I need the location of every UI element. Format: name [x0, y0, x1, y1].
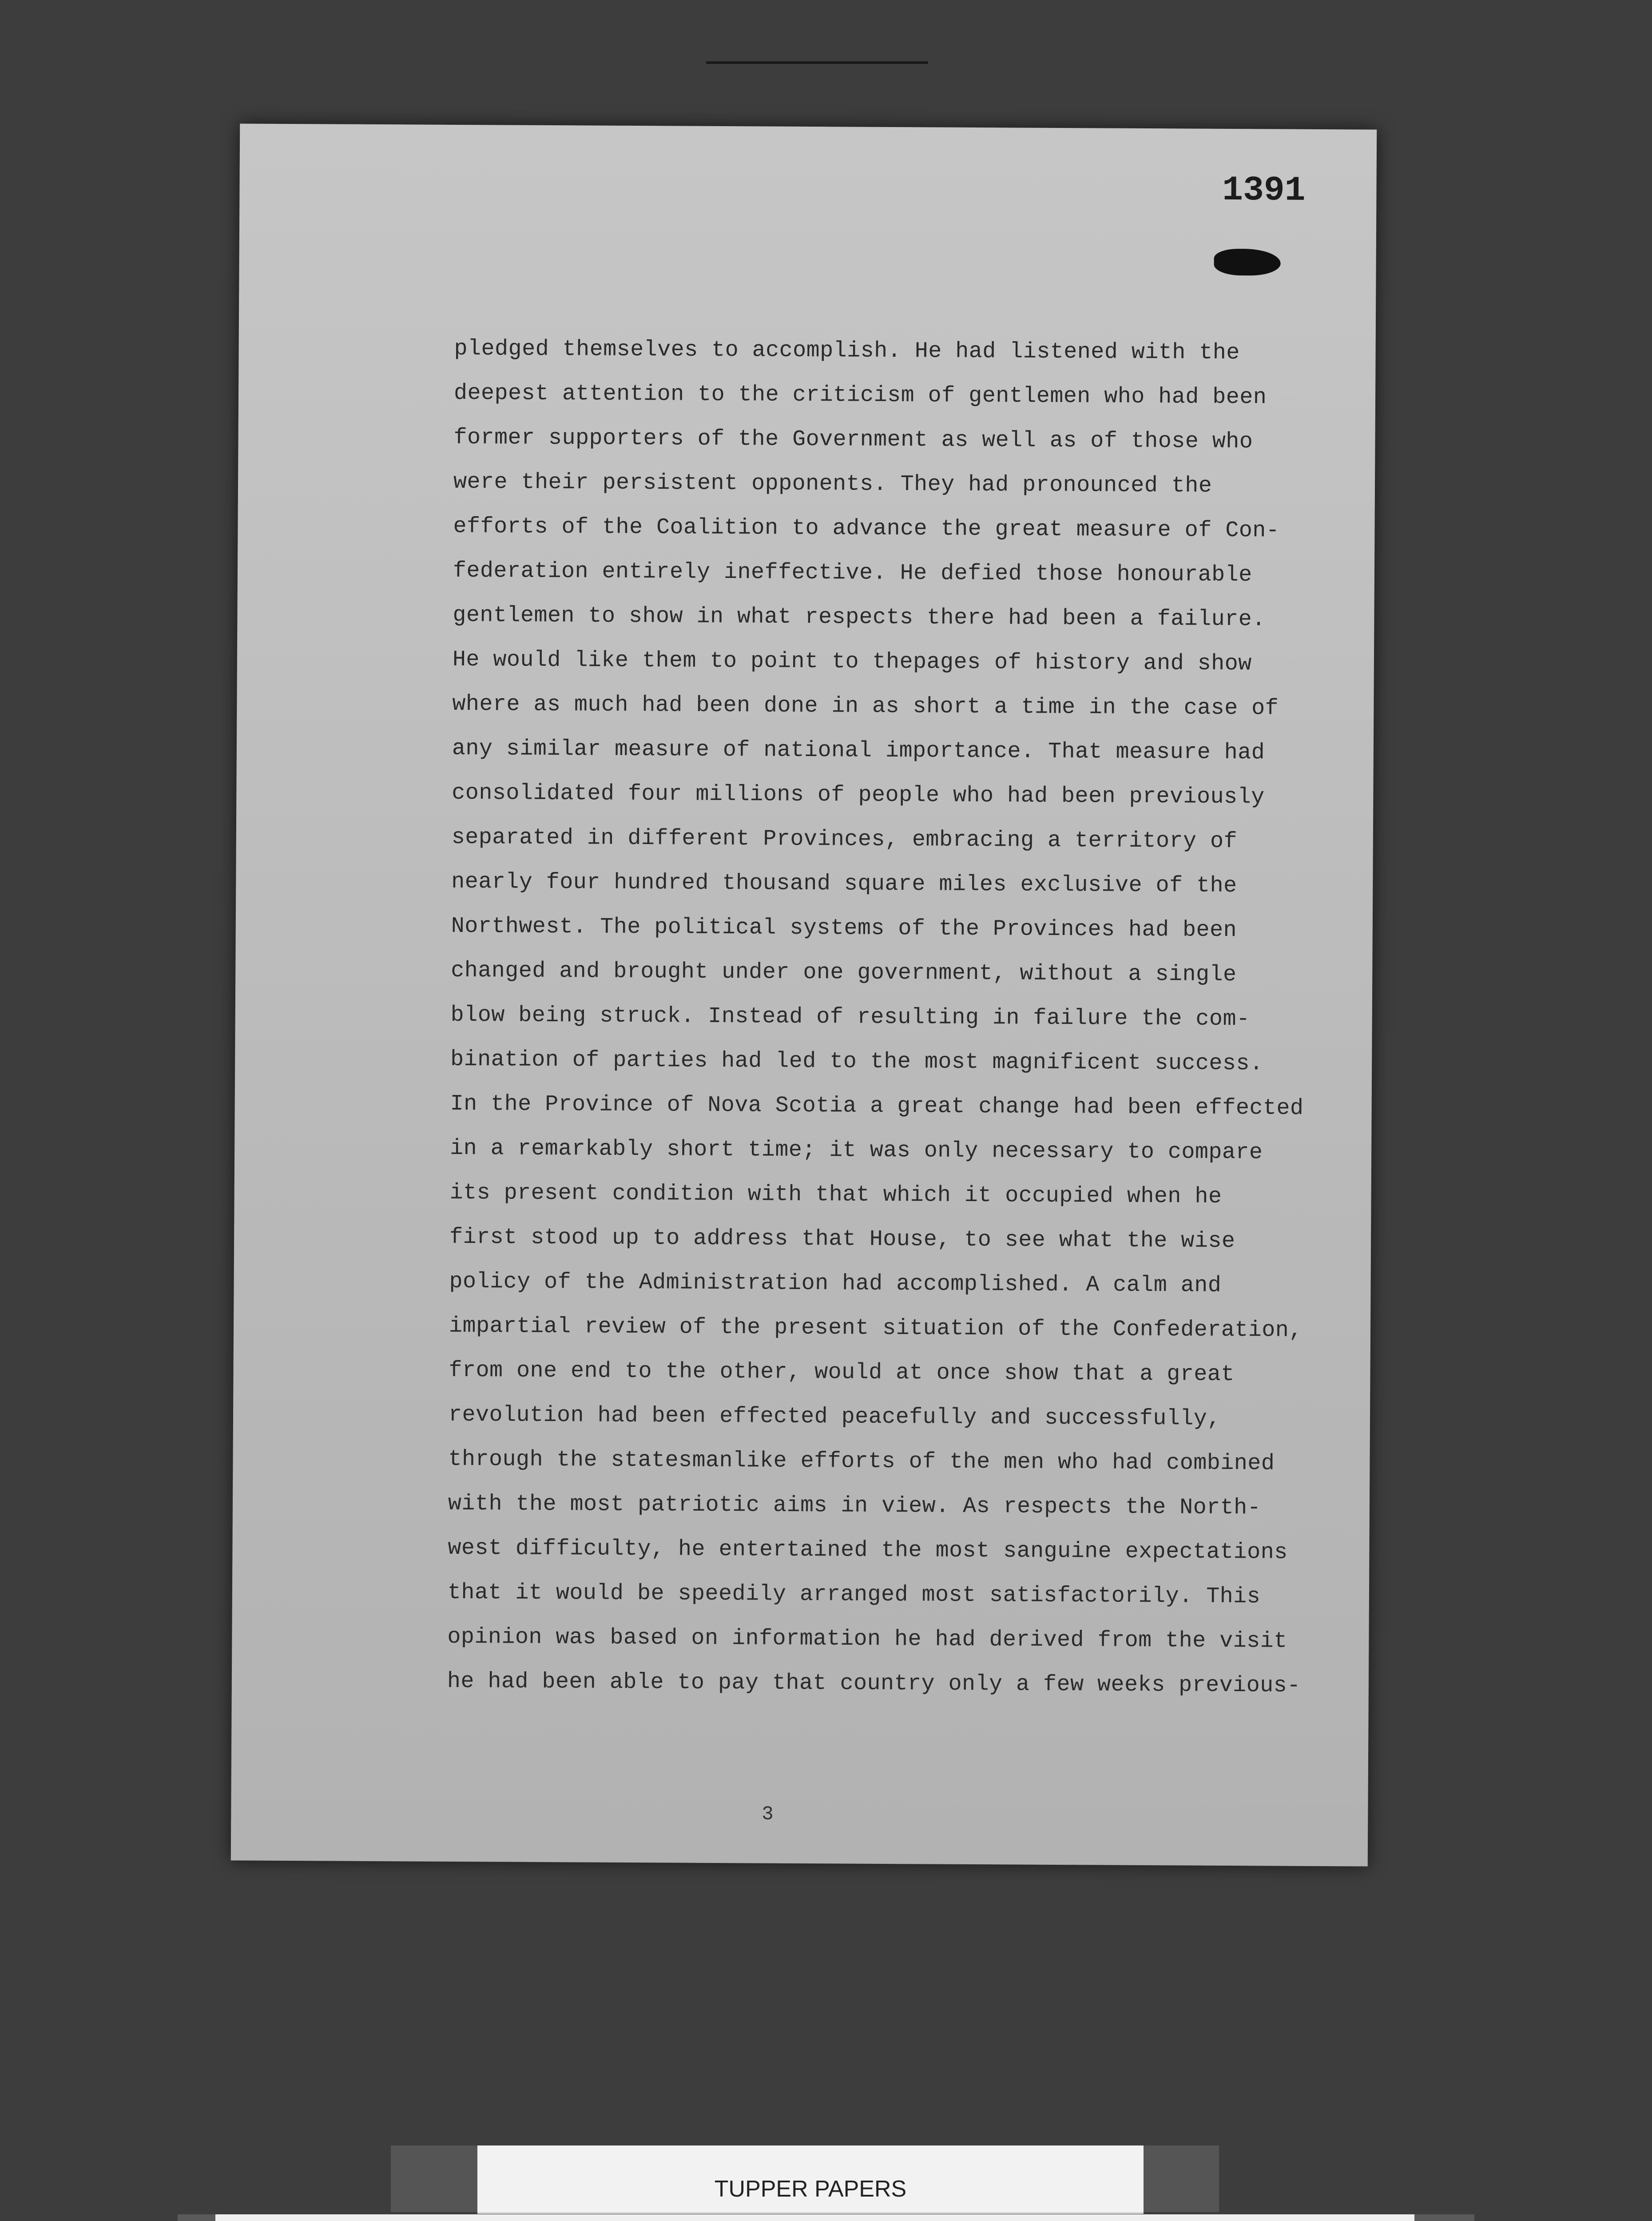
tab-card-shadow-right — [1144, 2145, 1219, 2212]
text-line: with the most patriotic aims in view. As respects the North- — [448, 1491, 1261, 1521]
text-line: through the statesmanlike efforts of the men who had combined — [448, 1446, 1275, 1477]
text-line: In the Province of Nova Scotia a great change had been effected — [450, 1091, 1304, 1121]
text-line: separated in different Provinces, embracing a territory of — [451, 824, 1238, 855]
text-line: deepest attention to the criticism of gentlemen who had been — [453, 380, 1267, 410]
text-line: first stood up to address that House, to see what the wise — [449, 1224, 1235, 1254]
text-line: west difficulty, he entertained the most sanguine expectations — [448, 1535, 1288, 1565]
text-line: former supporters of the Government as well as of those who — [453, 425, 1253, 455]
collection-label: TUPPER PAPERS — [714, 2176, 907, 2202]
text-line: gentlemen to show in what respects there had been a failure. — [453, 602, 1266, 633]
stamp-card-edge-right — [1414, 2214, 1474, 2221]
archives-stamp-card — [215, 2214, 1414, 2221]
collection-tab-card — [477, 2145, 1144, 2214]
text-line: opinion was based on information he had derived from the visit — [447, 1624, 1287, 1654]
text-line: policy of the Administration had accomplished. A calm and — [449, 1269, 1222, 1298]
text-line: he had been able to pay that country only a few weeks previous- — [447, 1668, 1301, 1699]
text-line: efforts of the Coalition to advance the great measure of Con- — [453, 513, 1280, 544]
text-line: any similar measure of national importance. That measure had — [452, 736, 1265, 766]
text-line: revolution had been effected peacefully and successfully, — [448, 1402, 1221, 1432]
text-line: changed and brought under one government, without a single — [451, 958, 1237, 988]
text-line: bination of parties had led to the most magnificent success. — [450, 1047, 1263, 1077]
text-line: He would like them to point to thepages of history and show — [452, 647, 1252, 677]
page-number: 3 — [762, 1803, 774, 1826]
text-line: in a remarkably short time; it was only necessary to compare — [450, 1135, 1263, 1166]
text-line: impartial review of the present situation of the Confederation, — [449, 1313, 1303, 1343]
folio-number: 1391 — [1222, 171, 1306, 211]
text-line: consolidated four millions of people who had been previously — [452, 780, 1265, 810]
text-line: from one end to the other, would at once show that a great — [449, 1357, 1235, 1388]
text-line: federation entirely ineffective. He defied those honourable — [453, 558, 1252, 588]
text-line: nearly four hundred thousand square miles exclusive of the — [451, 869, 1237, 899]
stamp-card-edge-left — [178, 2214, 215, 2221]
ink-blot — [1214, 249, 1280, 276]
tab-card-shadow-left — [391, 2145, 477, 2212]
text-line: that it would be speedily arranged most satisfactorily. This — [447, 1580, 1261, 1610]
document-page — [231, 123, 1377, 1866]
text-line: where as much had been done in as short a time in the case of — [452, 691, 1279, 721]
text-line: its present condition with that which it occupied when he — [449, 1180, 1222, 1210]
text-line: blow being struck. Instead of resulting in failure the com- — [450, 1002, 1250, 1032]
typed-text-body — [447, 327, 1320, 1708]
text-line: pledged themselves to accomplish. He had listened with the — [454, 336, 1240, 366]
text-line: Northwest. The political systems of the Provinces had been — [451, 913, 1237, 943]
film-frame-line — [706, 61, 928, 64]
text-line: were their persistent opponents. They had pronounced the — [453, 469, 1212, 499]
